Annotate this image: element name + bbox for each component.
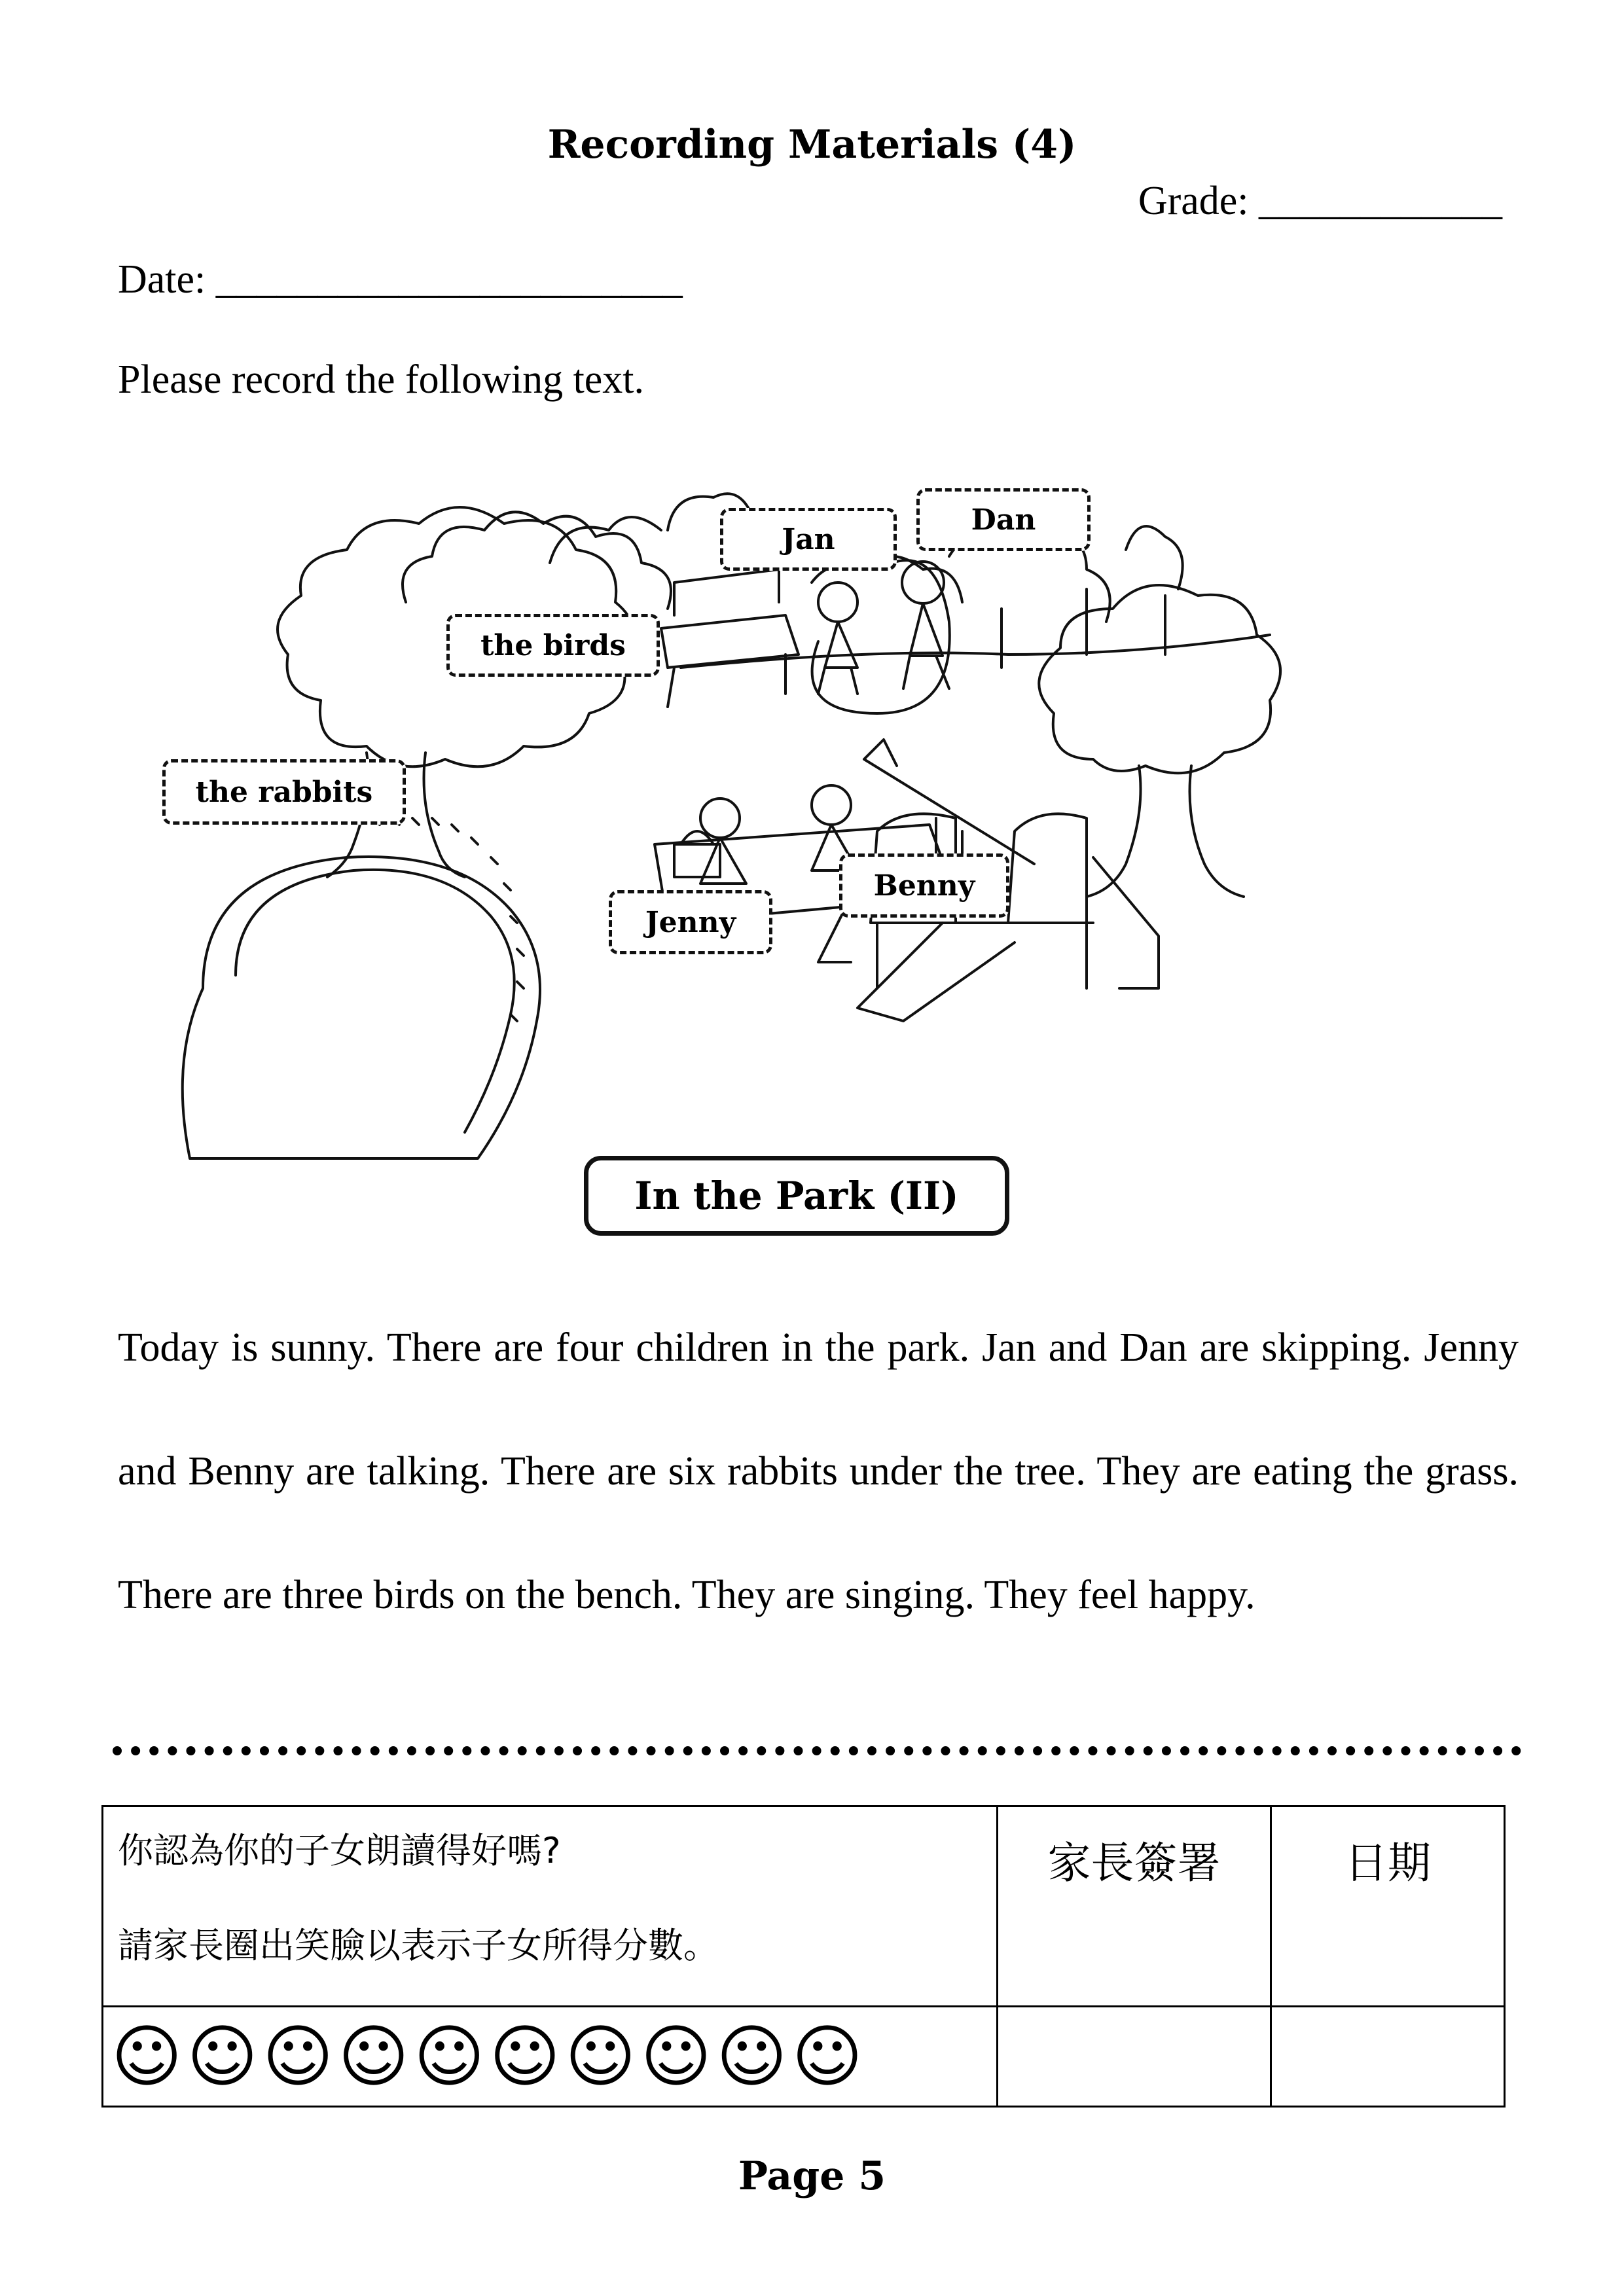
smiley-face-icon[interactable]: ☺ <box>565 2017 636 2096</box>
ground-line <box>681 635 1270 668</box>
smiley-face-icon[interactable]: ☺ <box>338 2017 409 2096</box>
smiley-face-icon[interactable]: ☺ <box>262 2017 334 2096</box>
date-field[interactable]: Date: _______________________ <box>118 257 683 302</box>
label-jan: Jan <box>720 508 897 571</box>
date-header: 日期 <box>1271 1806 1505 2007</box>
parent-feedback-table <box>101 1805 1506 2108</box>
right-tree-crown <box>1039 585 1280 773</box>
jan-head <box>818 583 857 622</box>
smiley-face-icon[interactable]: ☺ <box>414 2017 485 2096</box>
pond <box>183 857 540 1158</box>
jenny-head <box>700 798 740 838</box>
instruction-text: Please record the following text. <box>118 357 645 402</box>
parent-question-cell <box>103 1806 998 2007</box>
smiley-face-icon[interactable]: ☺ <box>489 2017 560 2096</box>
signature-header: 家長簽署 <box>998 1806 1271 2007</box>
label-the-birds: the birds <box>446 614 660 677</box>
bench <box>661 569 799 707</box>
dotted-divider <box>113 1746 1521 1755</box>
park-scene-drawing <box>157 452 1283 1250</box>
smiley-face-icon[interactable]: ☺ <box>640 2017 712 2096</box>
park-illustration <box>157 452 1283 1250</box>
page-number: Page 5 <box>738 2153 886 2199</box>
date-cell[interactable] <box>1271 2007 1505 2107</box>
benny-head <box>812 785 851 825</box>
reading-passage: Today is sunny. There are four children in the park. Jan and Dan are skipping. Jenny and Benny are talking. There are six rabbits under the tree. They are eating the grass. There are three birds on the bench. They are singing. They feel happy. <box>118 1325 1519 1617</box>
label-jenny: Jenny <box>609 890 772 954</box>
label-dan: Dan <box>916 488 1091 551</box>
seesaw <box>864 740 1034 864</box>
label-the-rabbits: the rabbits <box>162 759 406 825</box>
parent-question-2: 請家長圈出笑臉以表示子女所得分數。 <box>118 1925 719 1966</box>
jan-body <box>818 622 857 694</box>
smiley-face-icon[interactable]: ☺ <box>111 2017 183 2096</box>
illustration-title: In the Park (II) <box>584 1156 1009 1236</box>
parent-question-1: 你認為你的子女朗讀得好嗎? <box>118 1830 561 1871</box>
smiley-face-icon[interactable]: ☺ <box>791 2017 863 2096</box>
signature-cell[interactable] <box>998 2007 1271 2107</box>
label-benny: Benny <box>839 853 1009 918</box>
smiley-face-icon[interactable]: ☺ <box>187 2017 258 2096</box>
smiley-face-icon[interactable]: ☺ <box>716 2017 787 2096</box>
pond-stones <box>236 870 514 1132</box>
page-title: Recording Materials (4) <box>547 122 1077 168</box>
grade-field[interactable]: Grade: ____________ <box>1138 179 1502 223</box>
smiley-rating-cell <box>103 2007 998 2107</box>
